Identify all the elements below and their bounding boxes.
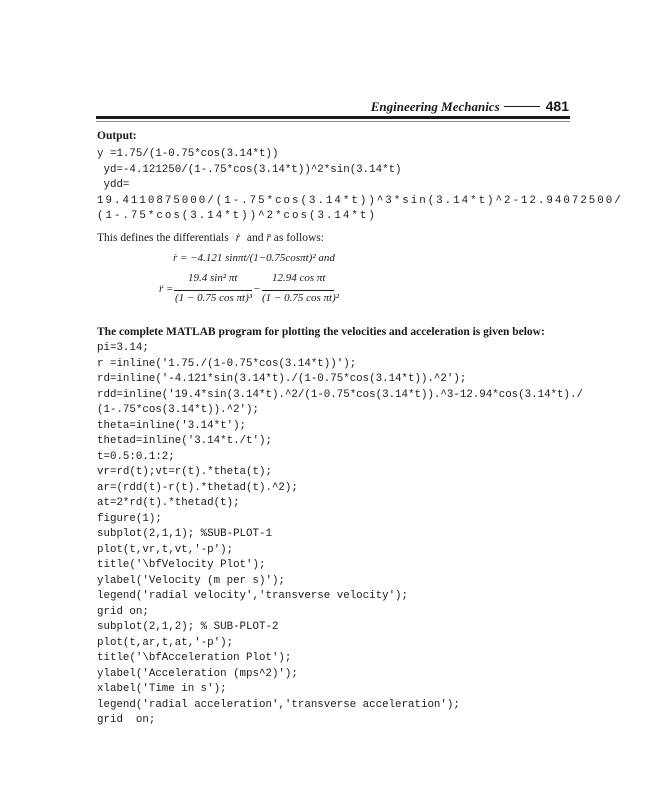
output-line: (1-.75*cos(3.14*t))^2*cos(3.14*t)	[97, 210, 377, 222]
code-line: plot(t,ar,t,at,'-p');	[97, 636, 234, 649]
equation-rddot-lhs: r̈ =	[159, 283, 174, 295]
code-line: rdd=inline('19.4*sin(3.14*t).^2/(1-0.75*cos(3.14*t)).^3-12.94*cos(3.14*t)./	[97, 388, 583, 401]
code-line: pi=3.14;	[97, 342, 149, 354]
header-rule	[96, 116, 570, 119]
code-line: plot(t,vr,t,vt,'-p');	[97, 543, 234, 556]
output-code-block	[97, 147, 577, 194]
code-line: rd=inline('-4.121*sin(3.14*t)./(1-0.75*cos(3.14*t)).^2');	[97, 373, 467, 385]
code-line: figure(1);	[97, 512, 162, 525]
header-rule-thin	[96, 121, 570, 122]
equation-numerator-2: 12.94 cos πt	[272, 272, 326, 284]
output-line: ydd=	[97, 179, 130, 191]
code-line: legend('radial acceleration','transverse acceleration');	[97, 698, 460, 711]
code-line: at=2*rd(t).*thetad(t);	[97, 497, 240, 509]
code-line: thetad=inline('3.14*t./t');	[97, 435, 272, 447]
code-line: subplot(2,1,2); % SUB-PLOT-2	[97, 621, 279, 633]
code-line: subplot(2,1,1); %SUB-PLOT-1	[97, 528, 272, 540]
equation-denominator-1: (1 − 0.75 cos πt)³	[175, 292, 253, 304]
rddot-symbol: r̈	[266, 232, 271, 244]
code-line: ylabel('Velocity (m per s)');	[97, 574, 285, 587]
rdot-symbol: ṙ	[235, 232, 241, 244]
code-line: ar=(rdd(t)-r(t).*thetad(t).^2);	[97, 481, 298, 494]
code-line: vr=rd(t);vt=r(t).*theta(t);	[97, 466, 272, 478]
code-line: (1-.75*cos(3.14*t)).^2');	[97, 404, 259, 416]
output-heading: Output:	[97, 130, 137, 142]
matlab-program	[97, 341, 583, 729]
equation-minus: −	[253, 283, 261, 295]
header-dash	[504, 106, 540, 107]
code-line: title('\bfAcceleration Plot');	[97, 652, 292, 664]
book-title: Engineering Mechanics	[370, 99, 500, 114]
equation-numerator-1: 19.4 sin² πt	[188, 272, 238, 284]
output-line: y =1.75/(1-0.75*cos(3.14*t))	[97, 148, 279, 160]
as-follows-text: as follows:	[273, 232, 324, 244]
code-line: grid on;	[97, 714, 156, 726]
running-header	[96, 98, 569, 116]
code-line: theta=inline('3.14*t');	[97, 419, 247, 432]
code-line: title('\bfVelocity Plot');	[97, 559, 266, 571]
code-line: legend('radial velocity','transverse velocity');	[97, 590, 409, 602]
code-line: xlabel('Time in s');	[97, 683, 227, 695]
output-line: yd=-4.121250/(1-.75*cos(3.14*t))^2*sin(3.14*t)	[97, 163, 402, 176]
defines-sentence	[97, 232, 324, 244]
equation-denominator-2: (1 − 0.75 cos πt)²	[262, 292, 340, 304]
program-heading: The complete MATLAB program for plotting the velocities and acceleration is given below:	[97, 326, 545, 338]
fraction-bar-1	[174, 290, 252, 291]
code-line: r =inline('1.75./(1-0.75*cos(3.14*t))');	[97, 357, 357, 370]
defines-text: This defines the differentials	[97, 232, 229, 244]
output-line: 19.4110875000/(1-.75*cos(3.14*t))^3*sin(3.14*t)^2-12.94072500/	[97, 194, 623, 207]
code-line: ylabel('Acceleration (mps^2)');	[97, 667, 298, 680]
page-number: 481	[545, 98, 569, 114]
code-line: grid on;	[97, 605, 149, 618]
fraction-bar-2	[262, 290, 334, 291]
and-text: and	[246, 232, 264, 244]
equation-rdot: ṙ = −4.121 sinπt/(1−0.75cosπt)² and	[173, 252, 335, 264]
output-code-wide	[97, 194, 623, 225]
code-line: t=0.5:0.1:2;	[97, 450, 175, 463]
